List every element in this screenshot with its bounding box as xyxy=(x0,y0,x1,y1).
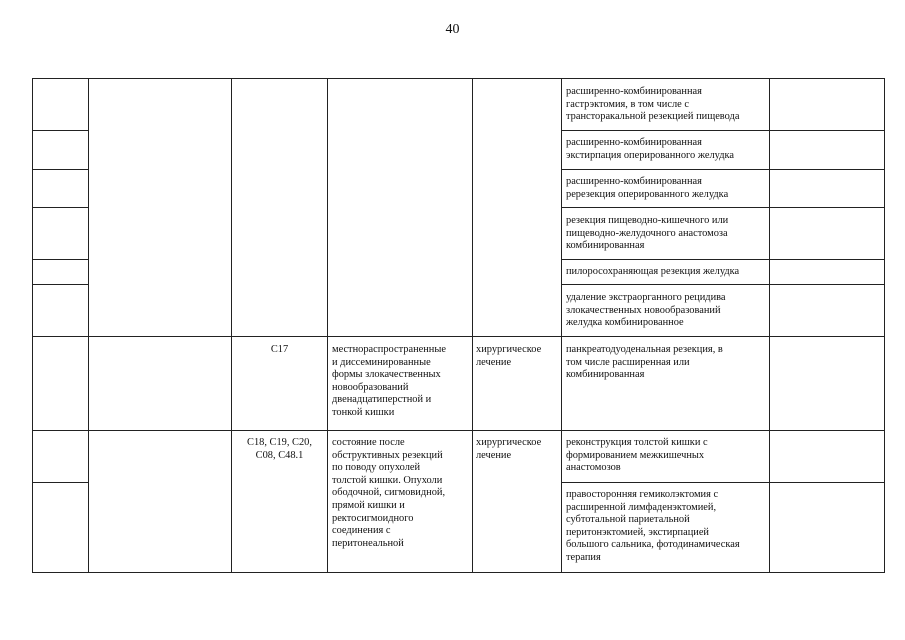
method-cell-text: правосторонняя гемиколэктомия с расширенной лимфаденэктомией, субтотальной париетальной перитонэктомией, экстирпацией большого сальника, фотодинамическая терапия xyxy=(566,489,740,563)
row-divider-section-c18 xyxy=(32,430,885,431)
method-cell-text: резекция пищеводно-кишечного или пищеводно-желудочного анастомоза комбинированная xyxy=(566,215,729,252)
row-divider-first-col-c18 xyxy=(32,482,89,483)
row-divider-method-3 xyxy=(561,207,885,208)
method-cell-text: панкреатодуоденальная резекция, в том числе расширенная или комбинированная xyxy=(566,344,723,381)
diagnosis-description-cell: местнораспространенные и диссеминированные формы злокачественных новообразований двенадцатиперстной и тонкой кишки xyxy=(332,344,446,418)
row-divider-method-c18 xyxy=(561,482,885,483)
medical-care-table xyxy=(32,78,885,573)
row-divider-first-col-3 xyxy=(32,207,89,208)
method-cell-text: реконструкция толстой кишки с формированием межкишечных анастомозов xyxy=(566,437,708,474)
row-divider-first-col-1 xyxy=(32,130,89,131)
diagnosis-description-cell: состояние после обструктивных резекций по поводу опухолей толстой кишки. Опухоли ободочной, сигмовидной, прямой кишки и ректосигмоидного соединения с перитонеальной xyxy=(332,437,446,549)
row-divider-method-4 xyxy=(561,259,885,260)
row-divider-method-2 xyxy=(561,169,885,170)
table-border-bottom xyxy=(32,572,885,573)
table-border-top xyxy=(32,78,885,79)
method-cell-text: пилоросохраняющая резекция желудка xyxy=(566,266,740,277)
column-divider-2 xyxy=(231,78,232,573)
diagnosis-code-cell: C17 xyxy=(270,344,289,355)
row-divider-section-c17 xyxy=(32,336,885,337)
method-cell-text: расширенно-комбинированная ререзекция оперированного желудка xyxy=(566,176,729,200)
diagnosis-code-cell: C18, C19, C20, C08, C48.1 xyxy=(247,437,312,461)
column-divider-6 xyxy=(769,78,770,573)
row-divider-method-5 xyxy=(561,284,885,285)
row-divider-first-col-2 xyxy=(32,169,89,170)
row-divider-first-col-5 xyxy=(32,284,89,285)
table-border-right xyxy=(884,78,885,573)
treatment-type-cell: хирургическое лечение xyxy=(476,437,542,461)
row-divider-first-col-4 xyxy=(32,259,89,260)
column-divider-4 xyxy=(472,78,473,573)
column-divider-1 xyxy=(88,78,89,573)
column-divider-3 xyxy=(327,78,328,573)
column-divider-5 xyxy=(561,78,562,573)
table-border-left xyxy=(32,78,33,573)
row-divider-method-1 xyxy=(561,130,885,131)
page-number: 40 xyxy=(445,22,460,37)
treatment-type-cell: хирургическое лечение xyxy=(476,344,542,368)
method-cell-text: удаление экстраорганного рецидива злокачественных новообразований желудка комбинированное xyxy=(566,292,726,329)
method-cell-text: расширенно-комбинированная экстирпация оперированного желудка xyxy=(566,137,735,161)
method-cell-text: расширенно-комбинированная гастрэктомия, в том числе с трансторакальной резекцией пищевода xyxy=(566,86,740,123)
